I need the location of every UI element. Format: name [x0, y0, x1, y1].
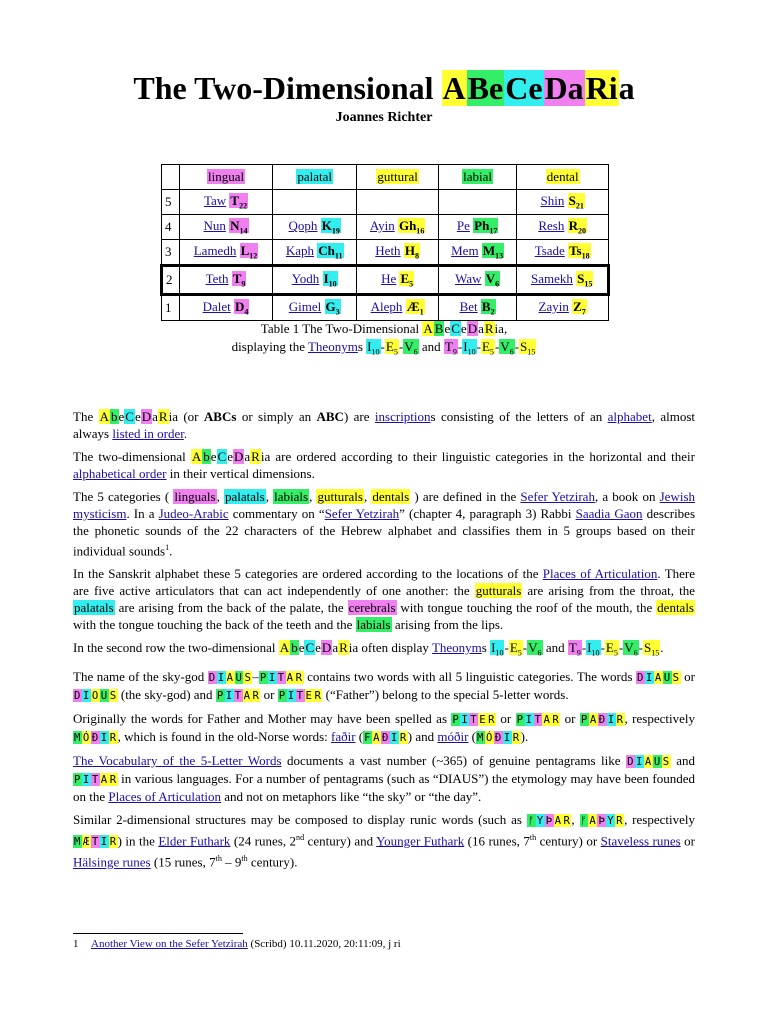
theonym-letter: $T_9$	[444, 339, 457, 357]
letter-symbol: $T_9$	[232, 271, 246, 289]
table-cell	[357, 240, 439, 266]
letter-name-link[interactable]: Nun	[203, 218, 226, 234]
highlighted-text: R	[158, 409, 168, 424]
highlighted-text: R	[512, 730, 520, 744]
highlighted-text: P	[278, 688, 286, 702]
highlighted-text: U	[663, 670, 671, 684]
letter-name-link[interactable]: Gimel	[288, 299, 322, 315]
highlighted-text: I	[82, 688, 90, 702]
highlighted-text: R	[109, 730, 117, 744]
highlighted-text: Æ	[82, 835, 90, 849]
highlighted-text: M	[74, 835, 81, 849]
table-cell	[273, 190, 357, 215]
table-cell	[273, 266, 357, 295]
highlighted-text: S	[109, 688, 117, 702]
footnote-divider	[73, 933, 243, 934]
dash: -	[457, 339, 463, 354]
row-number: 2	[162, 266, 180, 295]
letter-name-link[interactable]: Ayin	[369, 218, 395, 234]
caption-letter: A	[423, 321, 433, 336]
highlighted-text: $E_5$	[509, 640, 522, 658]
column-header-guttural	[357, 165, 439, 190]
letter-symbol: $Gh_{16}$	[398, 218, 425, 236]
highlighted-text: M	[477, 730, 484, 744]
table-cell	[517, 190, 609, 215]
highlighted-text: Þ	[545, 813, 553, 827]
highlighted-text: gutturals	[475, 583, 522, 599]
caption-letter: a	[478, 321, 484, 336]
table-cell	[180, 240, 273, 266]
inline-link[interactable]: Sefer Yetzirah	[520, 489, 595, 504]
highlighted-text: $T_9$	[568, 640, 581, 658]
row-number: 4	[162, 215, 180, 240]
table-cell	[438, 190, 516, 215]
highlighted-text: I	[645, 670, 653, 684]
highlighted-text: T	[296, 688, 304, 702]
column-header-label: labial	[463, 169, 493, 184]
title-letter-ce: Ce	[505, 70, 543, 106]
letter-symbol: $B_2$	[481, 299, 495, 317]
highlighted-text: I	[390, 730, 398, 744]
highlighted-text: E	[305, 688, 313, 702]
highlighted-text: A	[543, 712, 551, 726]
table-row	[162, 215, 609, 240]
caption-prefix-2: displaying the	[231, 339, 308, 354]
theonym-letter: $E_5$	[481, 339, 494, 357]
highlighted-text: C	[217, 449, 227, 464]
letter-symbol: $V_6$	[485, 271, 500, 289]
letter-name-link[interactable]: Lamedh	[193, 243, 237, 259]
highlighted-text: A	[226, 670, 234, 684]
table-row	[162, 266, 609, 295]
paragraph: The Vocabulary of the 5-Letter Words documents a vast number (~365) of genuine pentagrams like D I A U S and P I T A R in various languages. For a number of pentagrams (such as “DIAUS”) the etymology may have been founded on the Places of Articulation and not on metaphors like “the sky” or “the day”.	[73, 752, 695, 804]
caption-letter: D	[467, 321, 478, 336]
highlighted-text: I	[217, 670, 225, 684]
highlighted-text: ᚠ	[527, 813, 535, 827]
header-corner	[162, 165, 180, 190]
highlighted-text: O	[91, 688, 99, 702]
highlighted-text: C	[125, 409, 134, 424]
dash: -	[494, 339, 500, 354]
highlighted-text: $E_5$	[605, 640, 618, 658]
highlighted-text: R	[109, 835, 117, 849]
body-text	[73, 408, 695, 877]
paragraph: The A beCeDaRia (or ABCs or simply an ABC) are inscriptions consisting of the letters of an alphabet, almost always listed in order.	[73, 409, 695, 441]
column-header-label: lingual	[207, 169, 245, 184]
footnote-link[interactable]: Another View on the Sefer Yetzirah	[91, 938, 248, 950]
table-cell	[180, 215, 273, 240]
inline-link[interactable]: Theonym	[431, 640, 482, 656]
highlighted-text: R	[616, 813, 624, 827]
theonym-letter: $V_6$	[404, 339, 418, 357]
table-cell	[357, 266, 439, 295]
highlighted-text: R	[314, 688, 322, 702]
highlighted-text: I	[100, 835, 108, 849]
highlighted-text: P	[516, 712, 524, 726]
highlighted-text: Y	[536, 813, 544, 827]
highlighted-text: R	[252, 688, 260, 702]
title-prefix: The Two-Dimensional	[133, 70, 442, 106]
highlighted-text: $V_6$	[624, 640, 638, 658]
title-letter-final: a	[618, 70, 635, 106]
highlighted-text: P	[216, 688, 224, 702]
highlighted-text: F	[364, 730, 372, 744]
title-letter-be: Be	[467, 70, 504, 106]
highlighted-text: $V_6$	[528, 640, 542, 658]
table-cell	[517, 215, 609, 240]
highlighted-text: C	[305, 640, 315, 656]
caption-letter: R	[484, 321, 494, 336]
table-cell	[273, 240, 357, 266]
letter-symbol: $L_{12}$	[240, 243, 258, 261]
paragraph: The name of the sky-god D I A U S–P I T A R contains two words with all 5 linguistic categories. The words D I A U S or D I O U S (the sky-god) and P I T A R or P I T E R (“Father”) belong to the special 5-letter words.	[73, 668, 695, 702]
highlighted-text: R	[251, 449, 260, 464]
highlighted-text: Þ	[598, 813, 606, 827]
inline-link[interactable]: Staveless runes	[600, 833, 681, 849]
highlighted-text: T	[470, 712, 478, 726]
highlighted-text: A	[589, 813, 597, 827]
caption-line-2	[0, 338, 768, 362]
highlighted-text: A	[654, 670, 662, 684]
letter-name-link[interactable]: Dalet	[202, 299, 231, 315]
letter-name-link[interactable]: Heth	[375, 243, 401, 259]
letter-name-link[interactable]: Resh	[538, 218, 565, 234]
highlighted-text: U	[100, 688, 108, 702]
highlighted-text: palatals	[74, 600, 114, 616]
paragraph: The 5 categories ( linguals, palatals, labials, gutturals, dentals ) are defined in the Sefer Yetzirah, a book on Jewish mysticism. In a Judeo-Arabic commentary on “Sefer Yetzirah” (chapter 4, paragraph 3) Rabbi Saadia Gaon describes the phonetic sounds of the 22 characters of the Hebrew alphabet and classifies them in 5 groups based on their individual sounds$^1$.	[73, 489, 696, 559]
highlighted-text: I	[461, 712, 469, 726]
highlighted-text: R	[552, 712, 560, 726]
highlighted-text: I	[607, 712, 615, 726]
highlighted-text: I	[225, 688, 233, 702]
table-cell	[438, 295, 516, 321]
table-header-row	[162, 165, 609, 190]
abecedaria-table	[160, 164, 610, 321]
highlighted-text: T	[91, 835, 99, 849]
highlighted-text: A	[373, 730, 380, 744]
letter-name-link[interactable]: Tsade	[534, 243, 565, 259]
highlighted-text: R	[399, 730, 407, 744]
caption-suffix: a,	[498, 321, 508, 336]
inline-link[interactable]: The Vocabulary of the 5-Letter Words	[73, 752, 282, 768]
caption-line-1	[0, 320, 768, 338]
highlighted-text: I	[82, 772, 90, 786]
letter-name-link[interactable]: Mem	[451, 243, 479, 259]
theonym-letter: $I_{10}$	[367, 339, 380, 357]
letter-name-link[interactable]: Yodh	[291, 271, 320, 287]
row-number: 5	[162, 190, 180, 215]
highlighted-text: D	[208, 670, 216, 684]
highlighted-text: I	[503, 730, 511, 744]
row-number: 1	[162, 295, 180, 321]
letter-symbol: $S_{15}$	[577, 271, 593, 289]
inline-link[interactable]: Saadia Gaon	[575, 506, 643, 521]
caption-letter: i	[494, 321, 499, 336]
letter-symbol: $I_{10}$	[323, 271, 337, 289]
caption-letter: B	[434, 321, 444, 336]
highlighted-text: b	[291, 640, 298, 656]
highlighted-text: A	[279, 640, 290, 656]
highlighted-text: P	[259, 670, 267, 684]
letter-name-link[interactable]: Shin	[540, 193, 565, 209]
table-cell	[180, 190, 273, 215]
highlighted-text: Ð	[598, 712, 606, 726]
table-cell	[357, 215, 439, 240]
author: Joannes Richter	[335, 110, 433, 125]
column-header-palatal	[273, 165, 357, 190]
highlighted-text: b	[203, 449, 210, 464]
inline-link[interactable]: Elder Futhark	[158, 833, 231, 849]
column-header-lingual	[180, 165, 273, 190]
page-title	[0, 68, 768, 108]
letter-symbol: $Ph_{17}$	[474, 218, 498, 236]
letter-name-link[interactable]: Samekh	[530, 271, 573, 287]
table-row	[162, 295, 609, 321]
letter-symbol: $N_{14}$	[230, 218, 248, 236]
letter-symbol: $R_{20}$	[568, 218, 587, 236]
table-cell	[438, 266, 516, 295]
letter-symbol: $H_8$	[404, 243, 419, 261]
title-letter-ri: Ri	[585, 70, 618, 106]
inline-link[interactable]: inscription	[374, 409, 431, 424]
highlighted-text: cerebrals	[348, 600, 396, 616]
table-cell	[357, 295, 439, 321]
highlighted-text: I	[287, 688, 295, 702]
highlighted-text: $I_{10}$	[587, 640, 600, 658]
letter-symbol: $Ts_{18}$	[569, 243, 590, 261]
column-header-label: dental	[546, 169, 579, 184]
inline-link[interactable]: móðir	[437, 728, 469, 744]
highlighted-text: labials	[356, 617, 391, 633]
inline-link[interactable]: faðir	[331, 728, 356, 744]
dash: -	[514, 339, 520, 354]
highlighted-text: D	[636, 670, 644, 684]
theonym-letter: $E_5$	[385, 339, 398, 357]
table-cell	[273, 295, 357, 321]
caption-letter: e	[444, 321, 451, 336]
highlighted-text: R	[563, 813, 571, 827]
column-header-labial	[438, 165, 516, 190]
highlighted-text: labials	[274, 489, 309, 504]
highlighted-text: Ó	[82, 730, 90, 744]
highlighted-text: A	[191, 449, 202, 464]
paragraph: Originally the words for Father and Mother may have been spelled as P I T E R or P I T A R or P A Ð I R, respectively M Ó Ð I R, which is found in the old-Norse words: faðir (F A Ð I R) and móðir (M Ó Ð I R).	[73, 710, 695, 744]
highlighted-text: Ð	[91, 730, 99, 744]
table-caption	[0, 320, 768, 362]
highlighted-text: A	[100, 772, 108, 786]
inline-link[interactable]: Places of Articulation	[108, 788, 222, 804]
highlighted-text: D	[321, 640, 332, 656]
inline-link[interactable]: Places of Articulation	[542, 566, 658, 582]
highlighted-text: gutturals	[317, 489, 363, 504]
letter-symbol: $M_{13}$	[482, 243, 504, 261]
letter-name-link[interactable]: He	[381, 271, 397, 287]
inline-link[interactable]: Sefer Yetzirah	[324, 506, 400, 521]
letter-symbol: $Æ_1$	[406, 299, 424, 317]
inline-link[interactable]: Judeo-Arabic	[158, 506, 229, 521]
inline-link[interactable]: alphabet	[607, 409, 652, 424]
paragraph: In the second row the two-dimensional A beCeDaRia often display Theonyms $I_{10}-E_5-V_6$ and $T_9-I_{10}-E_5-V_6-S_{15}$.	[73, 640, 664, 658]
caption-letter: e	[460, 321, 467, 336]
highlighted-text: P	[74, 772, 81, 786]
highlighted-text: S	[244, 670, 252, 684]
letter-symbol: $G_3$	[325, 299, 340, 317]
highlighted-text: T	[91, 772, 99, 786]
column-header-label: palatal	[297, 169, 333, 184]
table-cell	[517, 240, 609, 266]
caption-prefix: Table 1 The Two-Dimensional	[260, 321, 423, 336]
footnote-number: 1	[73, 938, 79, 950]
table-cell	[438, 215, 516, 240]
highlighted-text: S	[662, 754, 670, 768]
highlighted-text: Ð	[494, 730, 502, 744]
highlighted-text: I	[100, 730, 108, 744]
letter-name-link[interactable]: Aleph	[370, 299, 403, 315]
highlighted-text: A	[644, 754, 652, 768]
letter-symbol: $K_{19}$	[321, 218, 340, 236]
column-header-dental	[517, 165, 609, 190]
letter-name-link[interactable]: Qoph	[288, 218, 318, 234]
highlighted-text: T	[234, 688, 242, 702]
title-letter-da: Da	[544, 70, 584, 106]
highlighted-text: U	[235, 670, 243, 684]
highlighted-text: Y	[607, 813, 615, 827]
highlighted-text: $I_{10}$	[491, 640, 504, 658]
letter-name-link[interactable]: Taw	[203, 193, 227, 209]
highlighted-text: palatals	[224, 489, 265, 504]
highlighted-text: R	[109, 772, 117, 786]
letter-name-link[interactable]: Pe	[456, 218, 470, 234]
highlighted-text: E	[479, 712, 487, 726]
caption-mid: s	[357, 339, 367, 354]
letter-name-link[interactable]: Bet	[459, 299, 478, 315]
highlighted-text: A	[554, 813, 562, 827]
theonym-letter: $V_6$	[500, 339, 514, 357]
highlighted-text: R	[488, 712, 496, 726]
table-cell	[438, 240, 516, 266]
letter-name-link[interactable]: Teth	[205, 271, 229, 287]
dash: -	[398, 339, 404, 354]
highlighted-text: ᚠ	[580, 813, 588, 827]
inline-link[interactable]: alphabetical order	[73, 466, 167, 481]
highlighted-text: D	[234, 449, 244, 464]
highlighted-text: b	[111, 409, 118, 424]
table-cell	[517, 295, 609, 321]
letter-name-link[interactable]: Waw	[455, 271, 482, 287]
highlighted-text: A	[286, 670, 294, 684]
highlighted-text: dentals	[372, 489, 410, 504]
highlighted-text: U	[653, 754, 661, 768]
dash: -	[380, 339, 385, 354]
highlighted-text: R	[616, 712, 624, 726]
table-cell	[517, 266, 609, 295]
highlighted-text: A	[589, 712, 597, 726]
highlighted-text: D	[141, 409, 152, 424]
footnote-text: (Scribd) 10.11.2020, 20:11:09, j ri	[247, 938, 401, 950]
theonym-link[interactable]: Theonym	[307, 339, 358, 354]
letter-symbol: $Ch_{11}$	[318, 243, 343, 261]
highlighted-text: A	[99, 409, 109, 424]
highlighted-text: I	[525, 712, 533, 726]
letter-name-link[interactable]: Kaph	[285, 243, 315, 259]
and-text: and	[418, 339, 444, 354]
highlighted-text: R	[295, 670, 303, 684]
table-cell	[180, 295, 273, 321]
table-cell	[180, 266, 273, 295]
paragraph: The two-dimensional A beCeDaRia are ordered according to their linguistic categories in the horizontal and their alphabetical order in their vertical dimensions.	[73, 449, 695, 481]
highlighted-text: T	[534, 712, 542, 726]
highlighted-text: S	[672, 670, 680, 684]
highlighted-text: D	[74, 688, 81, 702]
table-row	[162, 190, 609, 215]
highlighted-text: $S_{15}$	[644, 640, 660, 658]
theonym-letter: $I_{10}$	[463, 339, 476, 357]
paragraph: Similar 2-dimensional structures may be composed to display runic words (such as ᚠ Y Þ A R, ᚠ A Þ Y R, respectively M Æ T I R) in the Elder Futhark (24 runes, 2nd century) and Younger Futhark (16 runes, 7th century) or Staveless runes or Hälsinge runes (15 runes, 7th – 9th century).	[73, 811, 695, 870]
paragraph: In the Sanskrit alphabet these 5 categories are ordered according to the locations of the Places of Articulation. There are five active articulators that can act independently of one another: the gutturals are arising from the throat, the palatals are arising from the back of the palate, the cerebrals with tongue touching the roof of the mouth, the dentals with the tongue touching the back of the teeth and the labials arising from the lips.	[73, 566, 696, 633]
highlighted-text: M	[74, 730, 81, 744]
theonym-letter: $S_{15}$	[520, 339, 536, 357]
caption-letter: C	[451, 321, 460, 336]
inline-link[interactable]: Hälsinge runes	[73, 854, 151, 870]
dash: -	[476, 339, 481, 354]
highlighted-text: P	[580, 712, 588, 726]
highlighted-text: linguals	[174, 489, 216, 504]
letter-symbol: $S_{21}$	[568, 193, 584, 211]
letter-symbol: $D_4$	[235, 299, 249, 317]
letter-symbol: $Z_7$	[573, 299, 586, 317]
title-letter-a: A	[442, 70, 466, 106]
letter-symbol: $T_{22}$	[230, 193, 248, 211]
row-number: 3	[162, 240, 180, 266]
table-cell	[357, 190, 439, 215]
highlighted-text: I	[268, 670, 276, 684]
letter-symbol: $E_5$	[400, 271, 414, 289]
highlighted-text: P	[452, 712, 460, 726]
table-cell	[273, 215, 357, 240]
highlighted-text: A	[243, 688, 251, 702]
table-row	[162, 240, 609, 266]
highlighted-text: Ð	[381, 730, 389, 744]
letter-name-link[interactable]: Zayin	[538, 299, 569, 315]
column-header-label: guttural	[377, 169, 418, 184]
highlighted-text: dentals	[657, 600, 694, 616]
inline-link[interactable]: Younger Futhark	[376, 833, 465, 849]
highlighted-text: I	[636, 754, 643, 768]
highlighted-text: T	[277, 670, 285, 684]
inline-link[interactable]: listed in order	[112, 426, 184, 441]
highlighted-text: Ó	[485, 730, 493, 744]
footnote	[73, 938, 401, 950]
highlighted-text: D	[627, 754, 634, 768]
inline-link[interactable]: Jewish mysticism	[73, 489, 696, 521]
highlighted-text: R	[339, 640, 348, 656]
